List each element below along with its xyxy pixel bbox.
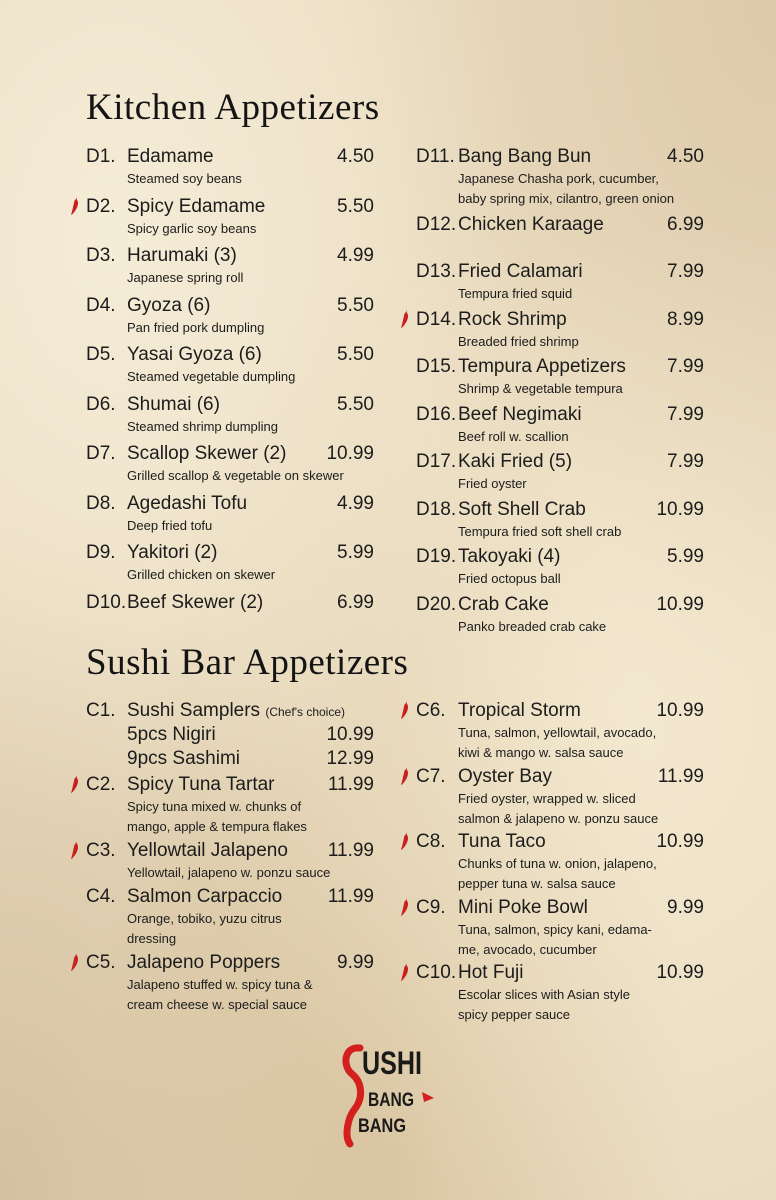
item-code: C2. xyxy=(86,774,116,795)
sampler-note: (Chef's choice) xyxy=(265,705,345,719)
item-code: C3. xyxy=(86,840,116,861)
item-code: D18. xyxy=(416,498,457,520)
item-code: D12. xyxy=(416,213,457,235)
item-name: Tropical Storm xyxy=(458,700,581,721)
item-price: 7.99 xyxy=(667,403,704,425)
item-code: C6. xyxy=(416,700,446,721)
item-price: 10.99 xyxy=(656,498,704,520)
item-price: 11.99 xyxy=(657,765,704,787)
item-code: D8. xyxy=(86,492,116,514)
item-name: Spicy Tuna Tartar xyxy=(127,774,275,795)
item-name: Scallop Skewer (2) xyxy=(127,443,287,464)
sushi-bang-bang-logo xyxy=(338,1040,438,1150)
item-description: kiwi & mango w. salsa sauce xyxy=(458,745,624,760)
logo-chili-accent xyxy=(422,1092,434,1102)
sushi-right-column xyxy=(416,700,706,1030)
item-name: Yakitori (2) xyxy=(127,542,218,563)
item-name: Kaki Fried (5) xyxy=(458,451,573,472)
item-name: Chicken Karaage xyxy=(458,213,604,235)
item-description: Shrimp & vegetable tempura xyxy=(458,381,623,396)
item-code: D2. xyxy=(86,195,116,217)
item-price: 9.99 xyxy=(667,896,704,918)
item-code: C5. xyxy=(86,952,116,973)
item-description: pepper tuna w. salsa sauce xyxy=(458,876,616,891)
item-description: Tuna, salmon, spicy kani, edama- xyxy=(458,921,652,937)
item-code: C8. xyxy=(416,831,446,852)
chili-pepper-icon xyxy=(400,309,410,329)
item-code: D10. xyxy=(86,591,127,613)
item-description: Tempura fried soft shell crab xyxy=(458,523,622,539)
item-name: Crab Cake xyxy=(458,593,549,615)
item-code: C4. xyxy=(86,886,116,907)
item-price: 7.99 xyxy=(667,261,704,282)
item-price: 10.99 xyxy=(656,700,704,721)
item-name: Oyster Bay xyxy=(458,765,552,787)
item-description: baby spring mix, cilantro, green onion xyxy=(458,191,675,206)
item-description: Tuna, salmon, yellowtail, avocado, xyxy=(458,725,657,740)
item-description: Orange, tobiko, yuzu citrus xyxy=(127,911,282,926)
item-description: Pan fried pork dumpling xyxy=(127,319,265,335)
item-name: Rock Shrimp xyxy=(458,308,567,330)
sushi-bar-appetizers-title: Sushi Bar Appetizers xyxy=(86,642,409,683)
item-price: 10.99 xyxy=(656,831,704,852)
item-price: 11.99 xyxy=(327,886,374,907)
item-description: Steamed vegetable dumpling xyxy=(127,369,296,384)
item-price: 4.99 xyxy=(337,492,374,514)
item-name: Yellowtail Jalapeno xyxy=(127,840,288,861)
item-description: spicy pepper sauce xyxy=(458,1007,571,1022)
sampler-option-name: 5pcs Nigiri xyxy=(127,724,216,745)
item-code: D7. xyxy=(86,443,116,464)
item-description: Grilled chicken on skewer xyxy=(127,567,276,582)
item-price: 11.99 xyxy=(327,774,374,795)
chili-pepper-icon xyxy=(400,700,410,720)
item-price: 11.99 xyxy=(327,840,374,861)
item-name: Fried Calamari xyxy=(458,261,583,282)
item-description: dressing xyxy=(127,931,177,946)
item-description: Steamed shrimp dumpling xyxy=(127,418,279,434)
item-name: Yasai Gyoza (6) xyxy=(127,344,262,365)
item-code: D11. xyxy=(416,146,455,167)
item-name: Mini Poke Bowl xyxy=(458,896,588,918)
item-code: C9. xyxy=(416,896,446,918)
item-code: D20. xyxy=(416,593,457,615)
sampler-option-price: 10.99 xyxy=(326,724,374,745)
item-description: Japanese spring roll xyxy=(127,270,244,285)
item-price: 7.99 xyxy=(667,451,704,472)
item-name: Harumaki (3) xyxy=(127,245,237,266)
item-description: Japanese Chasha pork, cucumber, xyxy=(458,171,659,186)
item-code: D13. xyxy=(416,261,457,282)
item-price: 6.99 xyxy=(667,213,704,235)
item-description: Fried oyster, wrapped w. sliced xyxy=(458,790,636,806)
item-description: Breaded fried shrimp xyxy=(458,333,579,349)
item-price: 4.50 xyxy=(337,146,374,167)
item-price: 4.99 xyxy=(337,245,374,266)
item-name xyxy=(127,700,345,722)
chili-pepper-icon xyxy=(400,831,410,851)
item-price: 10.99 xyxy=(326,443,374,464)
sampler-option-name: 9pcs Sashimi xyxy=(127,748,240,769)
item-code: D5. xyxy=(86,344,116,365)
item-name: Spicy Edamame xyxy=(127,195,266,217)
item-code: D16. xyxy=(416,403,457,425)
chili-pepper-icon xyxy=(400,962,410,982)
chili-pepper-icon xyxy=(70,196,80,216)
item-description: mango, apple & tempura flakes xyxy=(127,819,307,834)
logo-line1: USHI xyxy=(362,1045,422,1081)
item-code: D6. xyxy=(86,393,116,415)
item-name: Beef Negimaki xyxy=(458,403,582,425)
logo-line2: BANG xyxy=(368,1090,414,1111)
chili-pepper-icon xyxy=(400,766,410,786)
item-description: Grilled scallop & vegetable on skewer xyxy=(127,468,344,483)
item-name: Edamame xyxy=(127,146,214,167)
item-code: C7. xyxy=(416,765,446,787)
item-code: D17. xyxy=(416,451,457,472)
item-description: Panko breaded crab cake xyxy=(458,618,607,634)
item-code: D19. xyxy=(416,546,457,567)
menu-item-sampler xyxy=(86,700,376,780)
item-code: D4. xyxy=(86,294,116,316)
item-name: Bang Bang Bun xyxy=(458,146,592,167)
item-description: Spicy garlic soy beans xyxy=(127,220,257,236)
chili-pepper-icon xyxy=(70,840,80,860)
item-price: 5.50 xyxy=(337,294,374,316)
item-price: 5.50 xyxy=(337,393,374,415)
item-price: 5.50 xyxy=(337,195,374,217)
item-description: Fried octopus ball xyxy=(458,571,561,586)
kitchen-left-column xyxy=(86,146,376,626)
item-name: Jalapeno Poppers xyxy=(127,952,281,973)
item-code: D9. xyxy=(86,542,116,563)
kitchen-right-column xyxy=(416,146,706,634)
item-name: Tempura Appetizers xyxy=(458,356,626,377)
item-description: Spicy tuna mixed w. chunks of xyxy=(127,799,302,814)
item-description: Jalapeno stuffed w. spicy tuna & xyxy=(127,977,313,992)
item-name: Gyoza (6) xyxy=(127,294,211,316)
item-name: Agedashi Tofu xyxy=(127,492,248,514)
item-description: me, avocado, cucumber xyxy=(458,941,597,957)
item-code: C10. xyxy=(416,962,457,983)
item-description: Fried oyster xyxy=(458,476,527,491)
item-name: Shumai (6) xyxy=(127,393,220,415)
chili-pepper-icon xyxy=(70,774,80,794)
chili-pepper-icon xyxy=(400,897,410,917)
item-price: 6.99 xyxy=(337,591,374,613)
item-description: Tempura fried squid xyxy=(458,286,573,301)
item-code: D3. xyxy=(86,245,116,266)
item-code: D1. xyxy=(86,146,116,167)
chili-pepper-icon xyxy=(70,952,80,972)
item-description: Beef roll w. scallion xyxy=(458,428,569,444)
sushi-left-column xyxy=(86,700,376,1020)
item-price: 8.99 xyxy=(667,308,704,330)
item-code: D15. xyxy=(416,356,457,377)
kitchen-appetizers-title: Kitchen Appetizers xyxy=(86,87,380,128)
item-price: 10.99 xyxy=(656,593,704,615)
item-name: Takoyaki (4) xyxy=(458,546,561,567)
item-price: 10.99 xyxy=(656,962,704,983)
item-name: Soft Shell Crab xyxy=(458,498,586,520)
sampler-option-price: 12.99 xyxy=(326,748,374,769)
item-description: Steamed soy beans xyxy=(127,171,242,186)
item-name: Tuna Taco xyxy=(458,831,546,852)
logo-line3: BANG xyxy=(358,1116,406,1137)
item-description: Chunks of tuna w. onion, jalapeno, xyxy=(458,856,657,871)
item-description: Yellowtail, jalapeno w. ponzu sauce xyxy=(127,865,331,880)
item-price: 9.99 xyxy=(337,952,374,973)
item-price: 4.50 xyxy=(667,146,704,167)
item-price: 5.99 xyxy=(337,542,374,563)
item-description: cream cheese w. special sauce xyxy=(127,997,307,1012)
item-name: Hot Fuji xyxy=(458,962,524,983)
item-price: 7.99 xyxy=(667,356,704,377)
item-name: Beef Skewer (2) xyxy=(127,591,264,613)
item-code: D14. xyxy=(416,308,457,330)
item-price: 5.50 xyxy=(337,344,374,365)
item-name: Salmon Carpaccio xyxy=(127,886,283,907)
item-price: 5.99 xyxy=(667,546,704,567)
sampler-name: Sushi Samplers xyxy=(127,700,261,721)
item-description: Escolar slices with Asian style xyxy=(458,987,630,1002)
item-description: Deep fried tofu xyxy=(127,517,213,533)
item-code: C1. xyxy=(86,700,116,721)
item-description: salmon & jalapeno w. ponzu sauce xyxy=(458,810,659,826)
